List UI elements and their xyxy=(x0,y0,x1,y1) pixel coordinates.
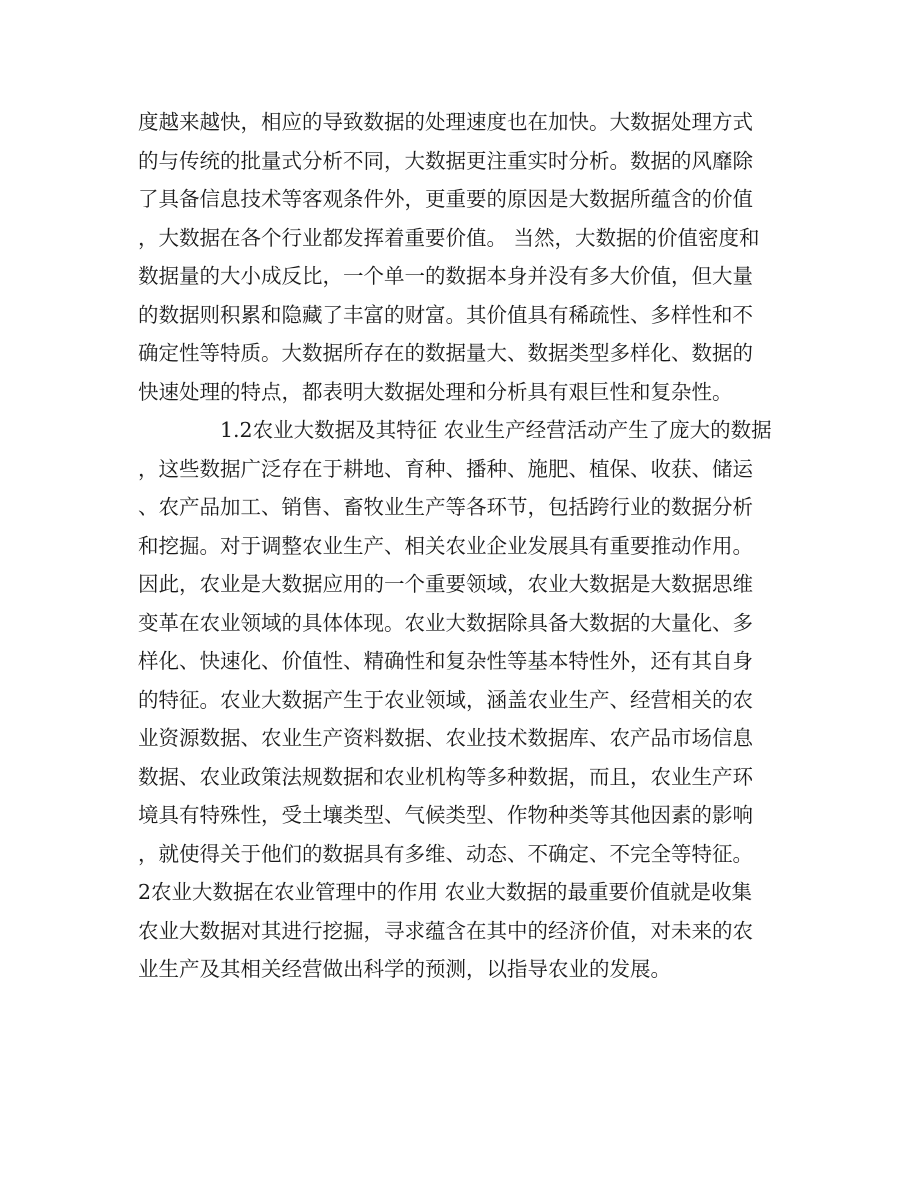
text-line: 数据量的大小成反比，一个单一的数据本身并没有多大价值，但大量 xyxy=(138,264,753,288)
text-line: 样化、快速化、价值性、精确性和复杂性等基本特性外，还有其自身 xyxy=(138,649,753,673)
text-line: 、农产品加工、销售、畜牧业生产等各环节，包括跨行业的数据分析 xyxy=(138,495,753,519)
text-line: ，就使得关于他们的数据具有多维、动态、不确定、不完全等特征。 xyxy=(138,841,753,866)
text-line: 境具有特殊性，受土壤类型、气候类型、作物种类等其他因素的影响 xyxy=(138,803,753,827)
text-line: 确定性等特质。大数据所存在的数据量大、数据类型多样化、数据的 xyxy=(138,341,753,365)
text-line: 业资源数据、农业生产资料数据、农业技术数据库、农产品市场信息 xyxy=(138,726,753,750)
document-body xyxy=(138,103,788,989)
section-heading-line: 2农业大数据在农业管理中的作用 农业大数据的最重要价值就是收集 xyxy=(138,880,753,904)
text-line: 数据、农业政策法规数据和农业机构等多种数据，而且，农业生产环 xyxy=(138,764,753,789)
text-line: 农业大数据对其进行挖掘，寻求蕴含在其中的经济价值，对未来的农 xyxy=(138,918,753,943)
text-line: ，这些数据广泛存在于耕地、育种、播种、施肥、植保、收获、储运 xyxy=(138,456,753,481)
text-line: 和挖掘。对于调整农业生产、相关农业企业发展具有重要推动作用。 xyxy=(138,533,753,558)
text-line: ，大数据在各个行业都发挥着重要价值。 当然，大数据的价值密度和 xyxy=(138,225,760,250)
text-line: 了具备信息技术等客观条件外，更重要的原因是大数据所蕴含的价值 xyxy=(138,187,753,211)
text-line: 的特征。农业大数据产生于农业领域，涵盖农业生产、经营相关的农 xyxy=(138,687,753,712)
text-line: 业生产及其相关经营做出科学的预测，以指导农业的发展。 xyxy=(138,957,671,981)
text-line: 的数据则积累和隐藏了丰富的财富。其价值具有稀疏性、多样性和不 xyxy=(138,302,753,327)
text-line: 快速处理的特点，都表明大数据处理和分析具有艰巨性和复杂性。 xyxy=(138,379,733,404)
text-line: 度越来越快，相应的导致数据的处理速度也在加快。大数据处理方式 xyxy=(138,110,753,134)
section-heading-line: 1.2农业大数据及其特征 农业生产经营活动产生了庞大的数据 xyxy=(138,418,772,442)
text-line: 的与传统的批量式分析不同，大数据更注重实时分析。数据的风靡除 xyxy=(138,148,753,173)
text-line: 因此，农业是大数据应用的一个重要领域，农业大数据是大数据思维 xyxy=(138,572,753,596)
text-line: 变革在农业领域的具体体现。农业大数据除具备大数据的大量化、多 xyxy=(138,610,753,635)
